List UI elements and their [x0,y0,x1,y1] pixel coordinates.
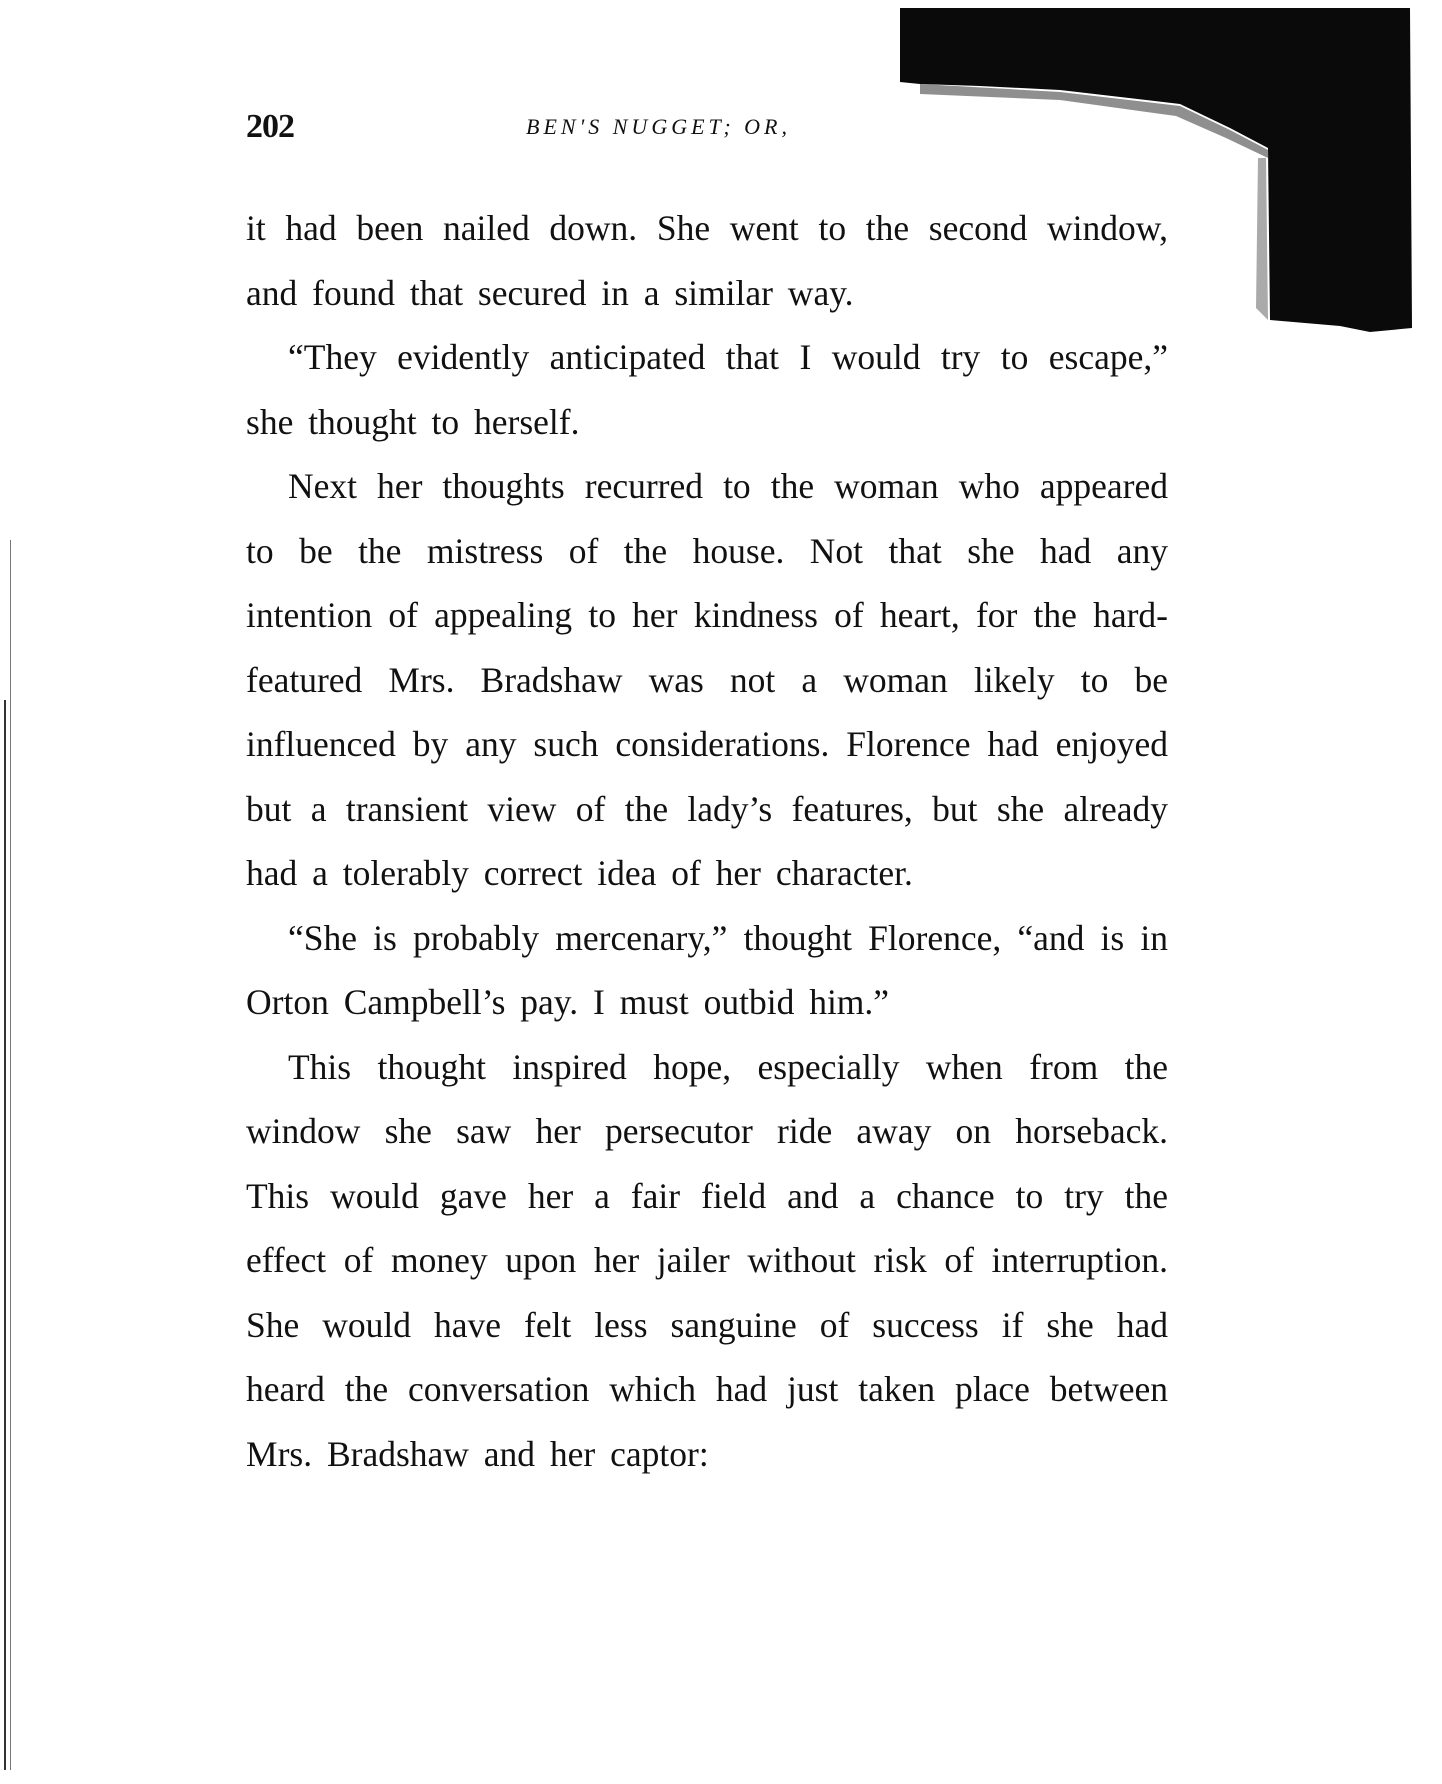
page-header [246,108,1166,156]
page-number: 202 [246,108,294,145]
paragraph: This thought inspired hope, especially when from the window she saw her persecutor ride away on horseback. This would gave her a fair field and a chance to try the effect of money upon her jailer without risk of interruption. She would have felt less sanguine of success if she had heard the conversation which had just taken place between Mrs. Bradshaw and her captor: [246,1046,1168,1474]
paragraph: Next her thoughts recurred to the woman who appeared to be the mistress of the house. Not that she had any intention of appealing to her kindness of heart, for the hard-featured Mrs. Bradshaw was not a woman likely to be influenced by any such considerations. Florence had enjoyed but a transient view of the lady’s features, but she already had a tolerably correct idea of her character. [246,466,1168,893]
scan-margin-line [10,540,11,1770]
body-text [246,196,1168,1486]
scan-margin-line [4,700,6,1770]
paragraph: it had been nailed down. She went to the second window, and found that secured in a similar way. [246,208,1168,313]
paragraph: “She is probably mercenary,” thought Florence, “and is in Orton Campbell’s pay. I must outbid him.” [246,917,1168,1022]
running-title: BEN'S NUGGET; OR, [526,114,791,139]
paragraph: “They evidently anticipated that I would try to escape,” she thought to herself. [246,337,1168,442]
